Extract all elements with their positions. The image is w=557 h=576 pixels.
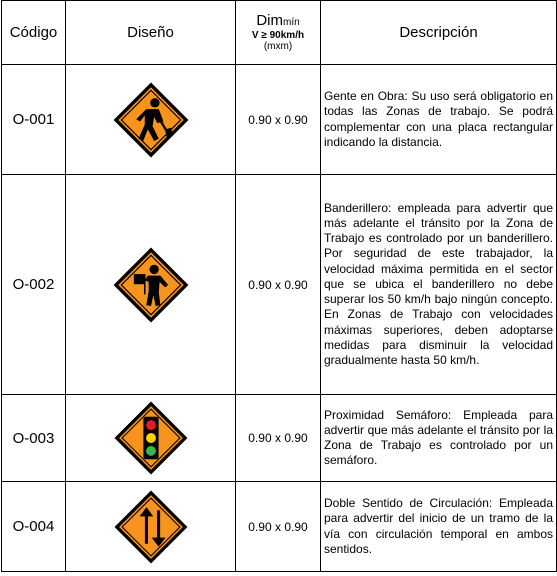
table-row [2, 175, 557, 395]
header-description: Descripción [321, 1, 557, 65]
men-at-work-icon [112, 81, 190, 159]
header-code: Código [2, 1, 66, 65]
row-code: O-001 [2, 65, 66, 175]
header-dim-sub: mín [283, 17, 300, 29]
row-description: Proximidad Semáforo: Empleada para advertir que más adelante el tránsito por la Zona de Trabajo es controlado por un semáforo. [321, 395, 557, 482]
header-design: Diseño [66, 1, 236, 65]
table-header-row [2, 1, 557, 65]
row-dimension: 0.90 x 0.90 [236, 395, 321, 482]
signs-table [1, 0, 557, 572]
two-way-traffic-icon [113, 489, 189, 565]
row-code: O-004 [2, 482, 66, 572]
traffic-light-icon [113, 400, 189, 476]
row-dimension: 0.90 x 0.90 [236, 65, 321, 175]
row-description: Gente en Obra: Su uso será obligatorio en todas las Zonas de trabajo. Se podrá complementar con una placa rectangular indicando la distancia. [321, 65, 557, 175]
row-description: Banderillero: empleada para advertir que más adelante el tránsito por la Zona de Trabajo es controlado por un banderillero. Por seguridad de este trabajador, la velocidad máxima permitida en el sector que se ubica el banderillero no debe superar los 50 km/h bajo ningún concepto. En Zonas de Trabajo con velocidades máximas superiores, deben adoptarse medidas para disminuir la velocidad gradualmente hasta 50 km/h. [321, 175, 557, 395]
table-row [2, 395, 557, 482]
row-design [66, 395, 236, 482]
header-dim-condition: V ≥ 90km/h [251, 29, 305, 41]
table-row [2, 65, 557, 175]
row-design [66, 482, 236, 572]
row-design [66, 65, 236, 175]
flagger-icon [112, 246, 190, 324]
row-dimension: 0.90 x 0.90 [236, 482, 321, 572]
table-row [2, 482, 557, 572]
header-dim-main: Dim [256, 12, 283, 30]
row-design [66, 175, 236, 395]
row-code: O-003 [2, 395, 66, 482]
row-dimension: 0.90 x 0.90 [236, 175, 321, 395]
row-code: O-002 [2, 175, 66, 395]
header-dim-unit: (mxm) [263, 41, 293, 53]
header-dimension [236, 1, 321, 65]
row-description: Doble Sentido de Circulación: Empleada para advertir del inicio de un tramo de la vía con circulación temporal en ambos sentidos. [321, 482, 557, 572]
